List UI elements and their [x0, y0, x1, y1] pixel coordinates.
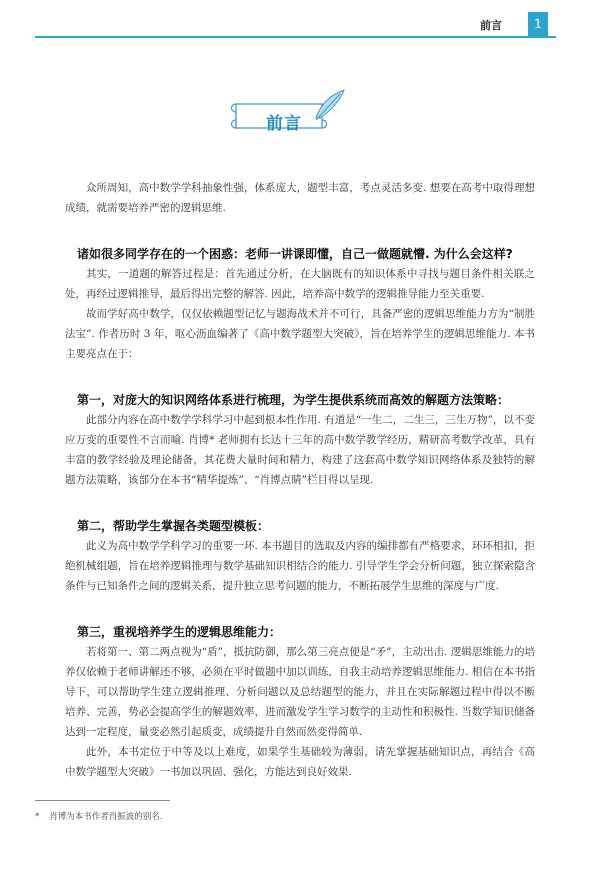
- preface-body: [65, 178, 535, 782]
- section-heading-first: 第一，对庞大的知识网络体系进行梳理，为学生提供系统而高效的解题方法策略：: [77, 393, 510, 407]
- section-heading-question: 诸如很多同学存在的一个困惑：老师一讲课即懂，自己一做题就懵. 为什么会这样?: [77, 247, 513, 261]
- footnote: [35, 810, 162, 822]
- page-number-tab: 1: [528, 12, 548, 36]
- running-header-title: 前言: [480, 19, 502, 32]
- paragraph-second: 此义为高中数学学科学习的重要一环. 本书题目的选取及内容的编排都有严格要求，环环相扣，拒绝机械组题，旨在培养逻辑推理与数学基础知识相结合的能力. 引导学生学会分析问题，独立探索隐含条件与已知条件之间的逻辑关系，提升独立思考问题的能力，不断拓展学生思维的深度与广度.: [65, 540, 535, 592]
- footnote-mark: *: [35, 812, 40, 822]
- footnote-text: 肖博为本书作者肖振波的别名.: [49, 812, 163, 822]
- header-rule: [35, 36, 556, 38]
- paragraph-third: 若将第一、第二两点视为“盾”，抵抗防御，那么第三亮点便是“矛”，主动出击. 逻辑思维能力的培养仅依赖于老师讲解还不够，必须在平时做题中加以训练，自我主动培养逻辑思维能力. 相信在本书指导下，可以帮助学生建立逻辑推理、分析问题以及总结题型的能力，并且在实际解题过程中得以不断培养、完善，势必会提高学生的解题效率，进而激发学生学习数学的主动性和积极性. 当数学知识储备达到一定程度，量变必然引起质变，成绩提升自然而然变得简单.: [65, 646, 535, 738]
- intro-paragraph: 众所周知，高中数学学科抽象性强，体系庞大，题型丰富，考点灵活多变. 想要在高考中取得理想成绩，就需要培养严密的逻辑思维.: [65, 182, 535, 214]
- paragraph-closing: 此外，本书定位于中等及以上难度，如果学生基础较为薄弱，请先掌握基础知识点，再结合《高中数学题型大突破》一书加以巩固、强化，方能达到良好效果.: [65, 746, 535, 778]
- paragraph-highlights-intro: 故而学好高中数学，仅仅依赖题型记忆与题海战术并不可行，具备严密的逻辑思维能力方为“制胜法宝”. 作者历时 3 年，呕心沥血编著了《高中数学题型大突破》，旨在培养学生的逻辑思维能力. 本书主要亮点在于：: [65, 308, 535, 360]
- paragraph-first: 此部分内容在高中数学学科学习中起到根本性作用. 有道是“一生二，二生三，三生万物”，以不变应万变的重要性不言而喻. 肖博* 老师拥有长达十三年的高中数学教学经历，精研高考数学改革，具有丰富的教学经验及理论储备，其花费大量时间和精力，构建了这套高中数学知识网络体系及独特的解题方法策略，该部分在本书“精华提炼”、“肖博点睛”栏目得以呈现.: [65, 414, 535, 486]
- page-header: [0, 0, 591, 40]
- paragraph-explanation: 其实，一道题的解答过程是：首先通过分析，在大脑既有的知识体系中寻找与题目条件相关联之处，再经过逻辑推导，最后得出完整的解答. 因此，培养高中数学的逻辑推导能力至关重要.: [65, 268, 535, 300]
- section-heading-third: 第三，重视培养学生的逻辑思维能力：: [77, 625, 282, 639]
- banner-title: 前言: [266, 114, 302, 134]
- footnote-rule: [35, 800, 170, 801]
- section-heading-second: 第二，帮助学生掌握各类题型模板：: [77, 519, 270, 533]
- title-banner: [228, 88, 358, 136]
